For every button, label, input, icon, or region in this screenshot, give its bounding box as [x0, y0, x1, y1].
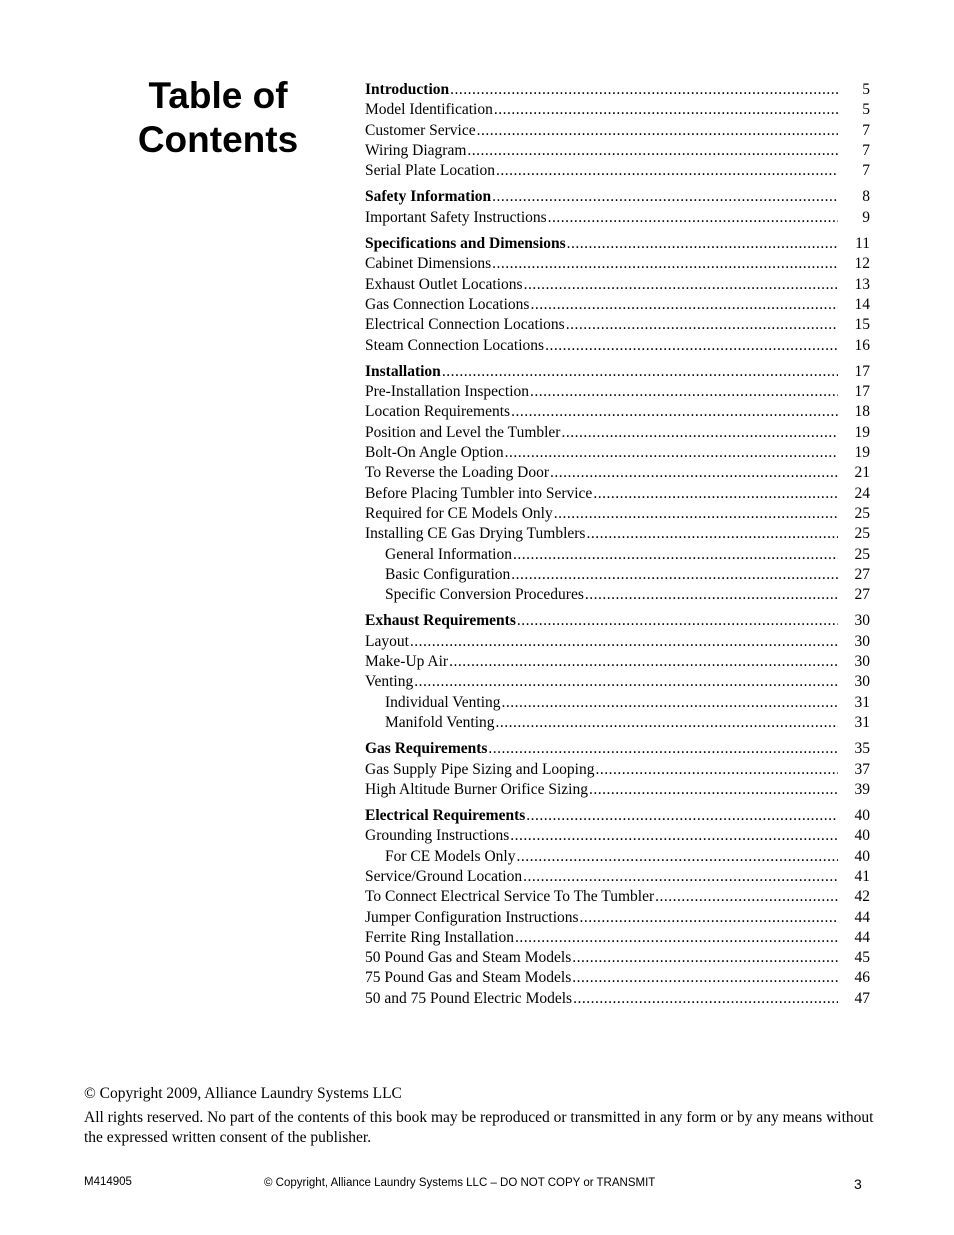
toc-entry-title: Required for CE Models Only — [365, 504, 553, 522]
dot-leader — [561, 423, 838, 443]
toc-entry[interactable] — [365, 672, 870, 692]
toc-page-number: 19 — [854, 423, 870, 441]
toc-entry-title: Specific Conversion Procedures — [385, 586, 584, 604]
toc-entry-title: 75 Pound Gas and Steam Models — [365, 969, 572, 987]
toc-entry-title: 50 and 75 Pound Electric Models — [365, 989, 573, 1007]
toc-entry-title: Specifications and Dimensions — [365, 235, 566, 253]
toc-page-number: 7 — [862, 141, 870, 159]
toc-page-number: 44 — [854, 928, 870, 946]
toc-entry-title: Important Safety Instructions — [365, 208, 547, 226]
toc-entry[interactable] — [365, 100, 870, 120]
dot-leader — [523, 867, 838, 887]
footer-doc-number: M414905 — [84, 1176, 132, 1188]
toc-entry[interactable] — [365, 443, 870, 463]
dot-leader — [510, 826, 838, 846]
toc-page-number: 8 — [862, 188, 870, 206]
toc-entry-title: Introduction — [365, 81, 450, 98]
dot-leader — [496, 713, 839, 733]
toc-entry-title: General Information — [385, 545, 512, 563]
toc-entry-title: Electrical Connection Locations — [365, 316, 565, 334]
toc-page-number: 5 — [862, 101, 870, 119]
toc-page-number: 27 — [854, 565, 870, 583]
toc-entry-title: Gas Connection Locations — [365, 295, 530, 313]
toc-page-number: 41 — [854, 867, 870, 885]
toc-section — [365, 739, 870, 800]
footer-page-number: 3 — [854, 1176, 862, 1192]
toc-page-number: 40 — [854, 827, 870, 845]
toc-page-number: 27 — [854, 586, 870, 604]
toc-page-number: 44 — [854, 908, 870, 926]
toc-entry-title: Gas Supply Pipe Sizing and Looping — [365, 760, 595, 778]
dot-leader — [496, 161, 838, 181]
toc-entry[interactable] — [365, 780, 870, 800]
toc-section — [365, 806, 870, 1009]
toc-entry-title: Manifold Venting — [385, 713, 495, 731]
dot-leader — [572, 968, 838, 988]
toc-entry-title: Steam Connection Locations — [365, 336, 545, 354]
toc-page-number: 24 — [854, 484, 870, 502]
dot-leader — [567, 234, 838, 254]
dot-leader — [414, 672, 838, 692]
toc-section-heading[interactable] — [365, 234, 870, 254]
toc-page-number: 46 — [854, 969, 870, 987]
toc-section-heading[interactable] — [365, 80, 870, 100]
toc-entry-title: Gas Requirements — [365, 740, 488, 758]
toc-section-heading[interactable] — [365, 806, 870, 826]
toc-section — [365, 611, 870, 733]
toc-entry[interactable] — [365, 565, 870, 585]
dot-leader — [511, 565, 838, 585]
dot-leader — [585, 585, 838, 605]
toc-page-number: 14 — [854, 295, 870, 313]
toc-entry-title: Position and Level the Tumbler — [365, 423, 561, 441]
toc-entry[interactable] — [365, 121, 870, 141]
toc-entry-title: Safety Information — [365, 188, 492, 206]
dot-leader — [554, 504, 838, 524]
toc-page-number: 15 — [854, 316, 870, 334]
dot-leader — [517, 611, 838, 631]
toc-entry[interactable] — [365, 713, 870, 733]
toc-entry-title: Location Requirements — [365, 403, 511, 421]
toc-entry[interactable] — [365, 928, 870, 948]
toc-entry[interactable] — [365, 545, 870, 565]
page-title-line2: Contents — [137, 119, 299, 160]
dot-leader — [477, 121, 838, 141]
toc-entry[interactable] — [365, 908, 870, 928]
footer-notice: © Copyright, Alliance Laundry Systems LLC – DO NOT COPY or TRANSMIT — [264, 1177, 656, 1189]
toc-page-number: 7 — [862, 121, 870, 139]
toc-entry[interactable] — [365, 585, 870, 605]
dot-leader — [573, 989, 838, 1009]
toc-section — [365, 80, 870, 181]
toc-entry-title: Serial Plate Location — [365, 162, 495, 180]
toc-page-number: 17 — [854, 383, 870, 401]
toc-page-number: 7 — [862, 162, 870, 180]
toc-entry[interactable] — [365, 315, 870, 335]
toc-page-number: 5 — [862, 81, 870, 98]
toc-entry[interactable] — [365, 887, 870, 907]
dot-leader — [502, 693, 838, 713]
dot-leader — [548, 208, 838, 228]
toc-page-number: 42 — [854, 888, 870, 906]
toc-entry[interactable] — [365, 423, 870, 443]
toc-entry[interactable] — [365, 948, 870, 968]
dot-leader — [595, 760, 838, 780]
toc-entry[interactable] — [365, 867, 870, 887]
toc-page-number: 37 — [854, 760, 870, 778]
dot-leader — [526, 806, 838, 826]
toc-page-number: 11 — [855, 235, 870, 253]
toc-entry[interactable] — [365, 463, 870, 483]
toc-page-number: 31 — [854, 713, 870, 731]
toc-section — [365, 362, 870, 606]
dot-leader — [467, 141, 838, 161]
toc-section-heading[interactable] — [365, 187, 870, 207]
toc-entry[interactable] — [365, 504, 870, 524]
toc-entry-title: Venting — [365, 673, 414, 691]
dot-leader — [524, 275, 838, 295]
toc-entry-title: Customer Service — [365, 121, 476, 139]
toc-page-number: 21 — [854, 464, 870, 482]
toc-entry[interactable] — [365, 968, 870, 988]
toc-page-number: 25 — [854, 545, 870, 563]
page-title — [118, 74, 318, 162]
toc-entry-title: Wiring Diagram — [365, 141, 467, 159]
dot-leader — [516, 847, 838, 867]
toc-entry[interactable] — [365, 402, 870, 422]
toc-entry[interactable] — [365, 208, 870, 228]
toc-entry[interactable] — [365, 989, 870, 1009]
toc-page-number: 18 — [854, 403, 870, 421]
dot-leader — [550, 463, 838, 483]
toc-section-heading[interactable] — [365, 362, 870, 382]
toc-entry-title: For CE Models Only — [385, 847, 516, 865]
toc-entry[interactable] — [365, 336, 870, 356]
toc-page-number: 17 — [854, 362, 870, 380]
toc-entry-title: Installation — [365, 362, 441, 380]
toc-entry-title: Individual Venting — [385, 693, 501, 711]
toc-entry-title: To Connect Electrical Service To The Tumbler — [365, 888, 655, 906]
rights-text: All rights reserved. No part of the contents of this book may be reproduced or transmitted in any form or by any means without the expressed written consent of the publisher. — [84, 1109, 874, 1146]
dot-leader — [488, 739, 838, 759]
dot-leader — [593, 484, 838, 504]
toc-entry-title: Layout — [365, 632, 409, 650]
copyright-line: © Copyright 2009, Alliance Laundry Systems LLC — [84, 1085, 402, 1102]
toc-section-heading[interactable] — [365, 611, 870, 631]
toc-entry-title: Grounding Instructions — [365, 827, 510, 845]
toc-entry-title: To Reverse the Loading Door — [365, 464, 550, 482]
toc-page-number: 16 — [854, 336, 870, 354]
toc-section-heading[interactable] — [365, 739, 870, 759]
toc-page-number: 9 — [862, 208, 870, 226]
dot-leader — [494, 100, 838, 120]
dot-leader — [530, 382, 838, 402]
toc-section — [365, 187, 870, 228]
toc-entry-title: Basic Configuration — [385, 565, 511, 583]
toc-page-number: 31 — [854, 693, 870, 711]
dot-leader — [492, 254, 838, 274]
dot-leader — [572, 948, 838, 968]
dot-leader — [505, 443, 838, 463]
toc-page-number: 30 — [854, 612, 870, 630]
toc-entry-title: Exhaust Requirements — [365, 612, 516, 630]
dot-leader — [566, 315, 838, 335]
dot-leader — [513, 545, 838, 565]
toc-entry-title: Electrical Requirements — [365, 807, 526, 825]
toc-entry[interactable] — [365, 141, 870, 161]
toc-entry[interactable] — [365, 254, 870, 274]
toc-entry-title: Before Placing Tumbler into Service — [365, 484, 593, 502]
copyright-block — [84, 1084, 874, 1152]
dot-leader — [492, 187, 838, 207]
toc-entry[interactable] — [365, 826, 870, 846]
dot-leader — [586, 524, 838, 544]
toc-page-number: 25 — [854, 504, 870, 522]
toc-entry-title: Service/Ground Location — [365, 867, 523, 885]
toc-entry[interactable] — [365, 652, 870, 672]
toc-entry[interactable] — [365, 484, 870, 504]
toc-page-number: 35 — [854, 740, 870, 758]
toc-entry-title: Cabinet Dimensions — [365, 255, 492, 273]
dot-leader — [530, 295, 838, 315]
toc-entry[interactable] — [365, 524, 870, 544]
toc-page-number: 47 — [854, 989, 870, 1007]
toc-entry[interactable] — [365, 382, 870, 402]
toc-page-number: 40 — [854, 807, 870, 825]
toc-entry[interactable] — [365, 632, 870, 652]
toc-entry-title: High Altitude Burner Orifice Sizing — [365, 780, 588, 798]
toc-entry[interactable] — [365, 295, 870, 315]
toc-page-number: 39 — [854, 780, 870, 798]
toc-page-number: 19 — [854, 444, 870, 462]
toc-entry[interactable] — [365, 693, 870, 713]
toc-entry[interactable] — [365, 847, 870, 867]
dot-leader — [410, 632, 838, 652]
dot-leader — [515, 928, 838, 948]
table-of-contents — [365, 80, 870, 1015]
toc-entry-title: Make-Up Air — [365, 653, 449, 671]
toc-entry[interactable] — [365, 275, 870, 295]
toc-entry-title: Jumper Configuration Instructions — [365, 908, 579, 926]
toc-entry-title: Model Identification — [365, 101, 493, 119]
toc-entry-title: Installing CE Gas Drying Tumblers — [365, 525, 586, 543]
toc-page-number: 25 — [854, 525, 870, 543]
dot-leader — [450, 80, 838, 100]
toc-entry[interactable] — [365, 161, 870, 181]
toc-entry-title: 50 Pound Gas and Steam Models — [365, 949, 572, 967]
toc-page-number: 30 — [854, 653, 870, 671]
dot-leader — [580, 908, 838, 928]
toc-entry[interactable] — [365, 760, 870, 780]
dot-leader — [442, 362, 838, 382]
toc-page-number: 12 — [854, 255, 870, 273]
dot-leader — [511, 402, 838, 422]
toc-entry-title: Pre-Installation Inspection — [365, 383, 529, 401]
toc-page-number: 45 — [854, 949, 870, 967]
dot-leader — [449, 652, 838, 672]
toc-page-number: 30 — [854, 673, 870, 691]
toc-entry-title: Exhaust Outlet Locations — [365, 275, 523, 293]
toc-page-number: 40 — [854, 847, 870, 865]
page-title-line1: Table of — [148, 75, 288, 116]
toc-entry-title: Ferrite Ring Installation — [365, 928, 514, 946]
dot-leader — [589, 780, 838, 800]
dot-leader — [655, 887, 838, 907]
toc-page-number: 13 — [854, 275, 870, 293]
dot-leader — [545, 336, 838, 356]
toc-page-number: 30 — [854, 632, 870, 650]
toc-section — [365, 234, 870, 356]
toc-entry-title: Bolt-On Angle Option — [365, 444, 504, 462]
